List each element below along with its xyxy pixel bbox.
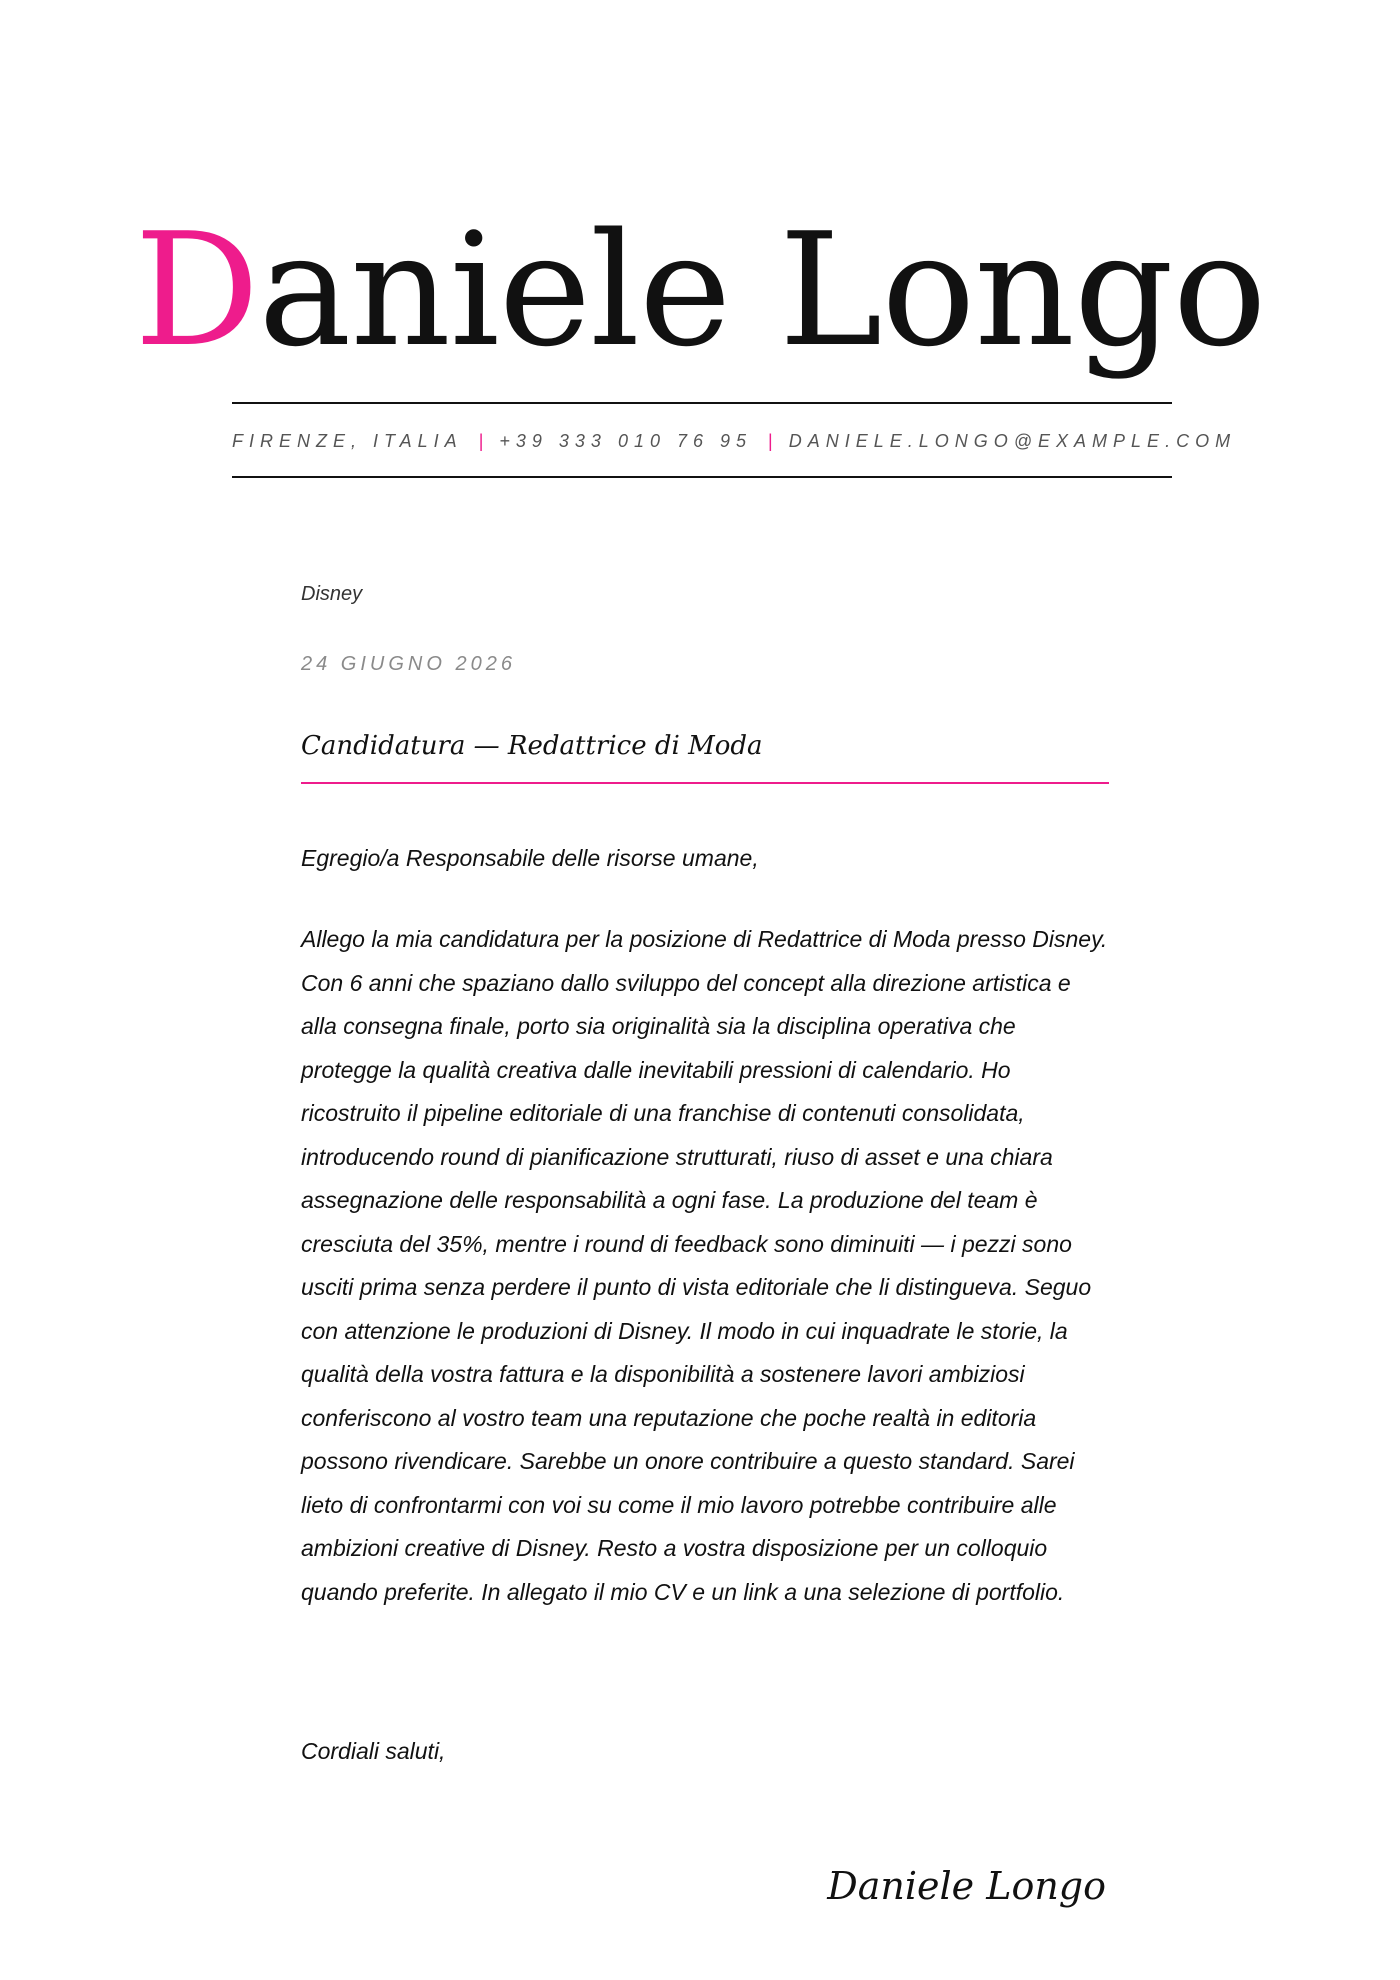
contact-email: DANIELE.LONGO@EXAMPLE.COM [788,431,1237,451]
contact-phone: +39 333 010 76 95 [499,431,753,451]
letter-body: Allego la mia candidatura per la posizione di Redattrice di Moda presso Disney. Con 6 anni che spaziano dallo sviluppo del concept alla direzione artistica e alla consegna finale, porto sia originalità sia la disciplina operativa che protegge la qualità creativa dalle inevitabili pressioni di calendario. Ho ricostruito il pipeline editoriale di una franchise di contenuti consolidata, introducendo round di pianificazione strutturati, riuso di asset e una chiara assegnazione delle responsabilità a ogni fase. La produzione del team è cresciuta del 35%, mentre i round di feedback sono diminuiti — i pezzi sono usciti prima senza perdere il punto di vista editoriale che li distingueva. Seguo con attenzione le produzioni di Disney. Il modo in cui inquadrate le storie, la qualità della vostra fattura e la disponibilità a sostenere lavori ambiziosi conferiscono al vostro team una reputazione che poche realtà in editoria possono rivendicare. Sarebbe un onore contribuire a questo standard. Sarei lieto di confrontarmi con voi su come il mio lavoro potrebbe contribuire alle ambizioni creative di Disney. Resto a vostra disposizione per un colloquio quando preferite. In allegato il mio CV e un link a una selezione di portfolio. [301,926,1108,1605]
recipient-company: Disney [301,583,363,605]
contact-location: FIRENZE, ITALIA [232,431,463,451]
signature: Daniele Longo [827,1864,1106,1908]
subject-underline [301,782,1109,784]
contact-line [232,428,1237,454]
letter-salutation: Egregio/a Responsabile delle risorse umane, [301,845,759,871]
contact-bottom-rule [232,476,1172,478]
name-initial: D [134,199,259,381]
contact-separator: | [768,431,773,451]
letter-subject: Candidatura — Redattrice di Moda [301,731,763,761]
contact-top-rule [232,402,1172,404]
letter-date: 24 GIUGNO 2026 [301,653,516,675]
name-rest: aniele Longo [258,199,1266,381]
applicant-name-heading [0,200,1400,380]
contact-separator: | [478,431,484,451]
letter-closing: Cordiali saluti, [301,1738,446,1764]
